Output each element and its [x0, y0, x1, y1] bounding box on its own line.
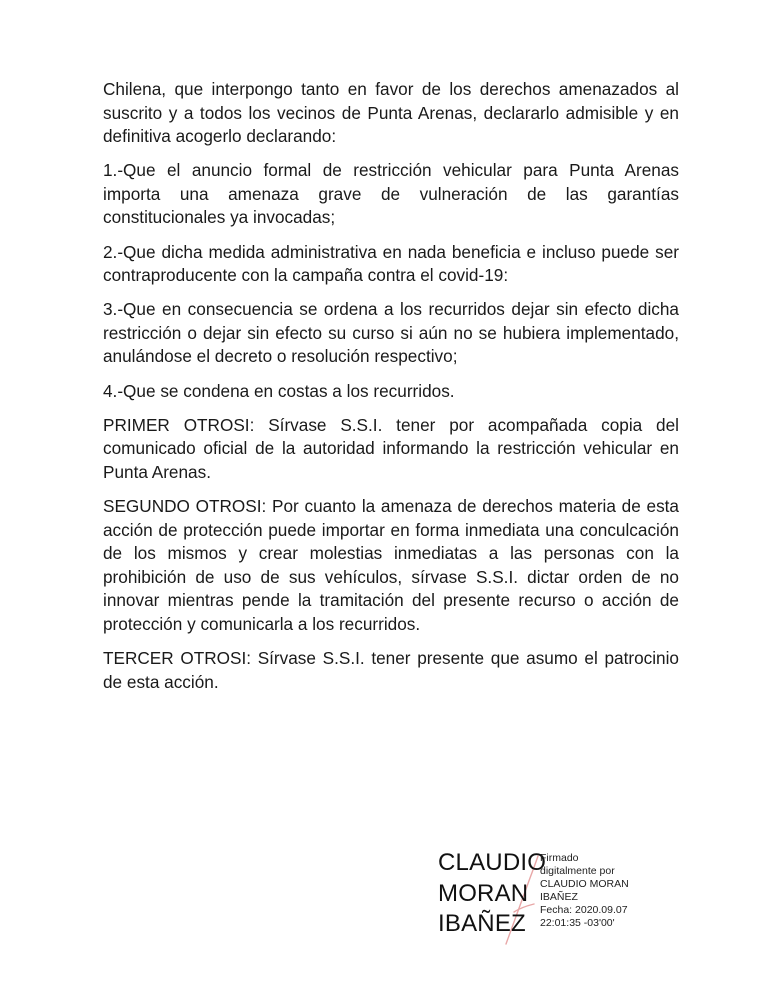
signer-name-line-3: IBAÑEZ: [438, 910, 526, 937]
signer-name: [438, 848, 546, 940]
signature-date-line: Fecha: 2020.09.07: [540, 904, 628, 916]
paragraph-item-2: 2.-Que dicha medida administrativa en nada beneficia e incluso puede ser contraproducente con la campaña contra el covid-19:: [103, 241, 679, 286]
paragraph-intro: Chilena, que interpongo tanto en favor de los derechos amenazados al suscrito y a todos los vecinos de Punta Arenas, declararlo admisible y en definitiva acogerlo declarando:: [103, 79, 679, 147]
document-body: [103, 78, 679, 705]
signature-meta-line: IBAÑEZ: [540, 891, 578, 903]
signature-time-line: 22:01:35 -03'00': [540, 917, 615, 929]
signer-name-line-2: MORAN: [438, 879, 529, 907]
paragraph-segundo-otrosi: SEGUNDO OTROSI: Por cuanto la amenaza de derechos materia de esta acción de protección puede importar en forma inmediata una conculcación de los mismos y crear molestias inmediatas a las personas con la prohibición de uso de sus vehículos, sírvase S.S.I. dictar orden de no innovar mientras pende la tramitación del presente recurso o acción de protección y comunicarla a los recurridos.: [103, 495, 679, 634]
signature-details: [540, 852, 629, 930]
digital-signature: [438, 848, 658, 948]
paragraph-tercer-otrosi: TERCER OTROSI: Sírvase S.S.I. tener presente que asumo el patrocinio de esta acción.: [103, 647, 679, 692]
signature-meta-line: digitalmente por: [540, 865, 615, 877]
signature-meta-line: CLAUDIO MORAN: [540, 878, 629, 890]
paragraph-item-1: 1.-Que el anuncio formal de restricción vehicular para Punta Arenas importa una amenaza grave de vulneración de las garantías constitucionales ya invocadas;: [103, 160, 679, 228]
paragraph-item-4: 4.-Que se condena en costas a los recurridos.: [103, 380, 455, 401]
signature-meta-line: Firmado: [540, 852, 579, 864]
signer-name-line-1: CLAUDIO: [438, 849, 547, 876]
paragraph-primer-otrosi: PRIMER OTROSI: Sírvase S.S.I. tener por acompañada copia del comunicado oficial de la autoridad informando la restricción vehicular en Punta Arenas.: [103, 414, 679, 482]
paragraph-item-3: 3.-Que en consecuencia se ordena a los recurridos dejar sin efecto dicha restricción o dejar sin efecto su curso si aún no se hubiera implementado, anulándose el decreto o resolución respectivo;: [103, 299, 679, 367]
